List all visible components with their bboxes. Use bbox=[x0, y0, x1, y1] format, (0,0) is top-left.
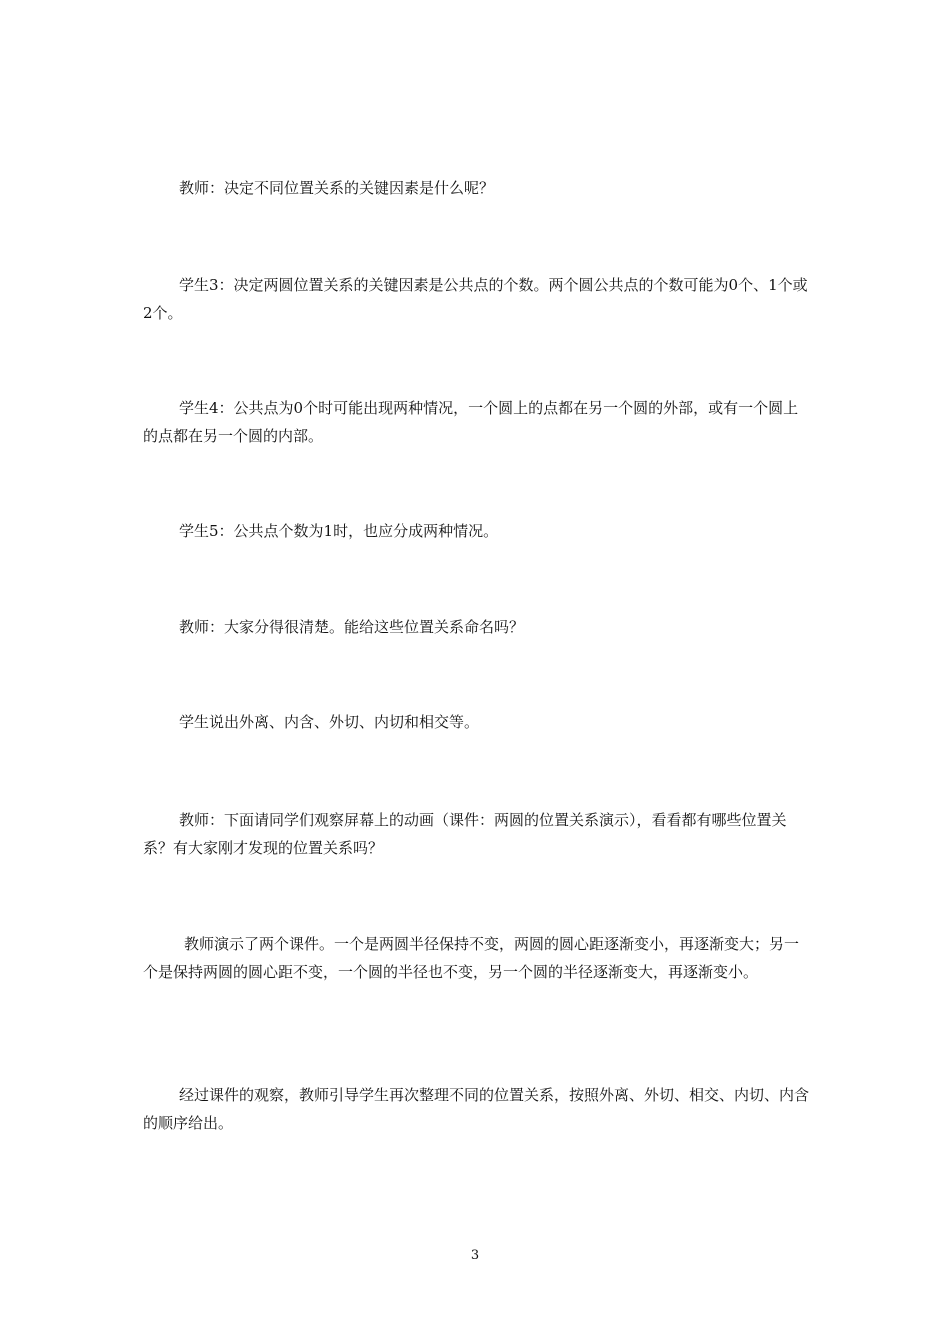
paragraph-teacher-animation: 教师：下面请同学们观察屏幕上的动画（课件：两圆的位置关系演示），看看都有哪些位置关系？有大家刚才发现的位置关系吗？ bbox=[143, 811, 787, 857]
paragraph-students-answer: 学生说出外离、内含、外切、内切和相交等。 bbox=[179, 713, 480, 731]
paragraph-teacher-demo: 教师演示了两个课件。一个是两圆半径保持不变，两圆的圆心距逐渐变小，再逐渐变大；另一个是保持两圆的圆心距不变，一个圆的半径也不变，另一个圆的半径逐渐变大，再逐渐变小。 bbox=[143, 935, 800, 981]
paragraph-student-5: 学生5：公共点个数为1时，也应分成两种情况。 bbox=[179, 522, 499, 540]
paragraph-summary: 经过课件的观察，教师引导学生再次整理不同的位置关系，按照外离、外切、相交、内切、内含的顺序给出。 bbox=[143, 1086, 810, 1132]
paragraph-student-4: 学生4：公共点为0个时可能出现两种情况，一个圆上的点都在另一个圆的外部，或有一个圆上的点都在另一个圆的内部。 bbox=[143, 399, 799, 445]
paragraph-student-3: 学生3：决定两圆位置关系的关键因素是公共点的个数。两个圆公共点的个数可能为0个、1个或2个。 bbox=[143, 276, 808, 322]
paragraph-teacher-question-key-factor: 教师：决定不同位置关系的关键因素是什么呢？ bbox=[179, 179, 495, 197]
page-number: 3 bbox=[470, 1248, 480, 1263]
paragraph-teacher-naming: 教师：大家分得很清楚。能给这些位置关系命名吗？ bbox=[179, 618, 525, 636]
